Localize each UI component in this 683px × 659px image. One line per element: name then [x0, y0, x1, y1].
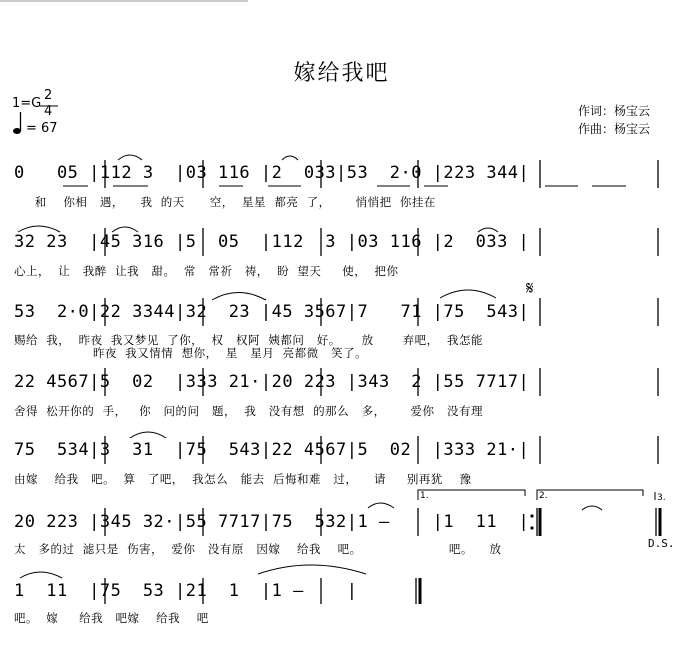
lyrics-row-6: 太 多的过 滤只是 伤害， 爱你 没有原 因嫁 给我 吧。 吧。 放 — [14, 542, 502, 556]
lyrics-row-7: 吧。 嫁 给我 吧嫁 给我 吧 — [14, 611, 209, 625]
lyrics-row-4: 舍得 松开你的 手， 你 问的问 题， 我 没有想 的那么 多， 爱你 没有理 — [14, 404, 483, 418]
lyrics-row-5: 由嫁 给我 吧。 算 了吧， 我怎么 能去 后悔和难 过， 请 别再犹 豫 — [14, 472, 472, 486]
lyricist-credit: 作词：杨宝云 — [578, 104, 651, 118]
song-title: 嫁给我吧 — [293, 61, 390, 86]
notation-row-3: 53 2·0|22 3344|32 23 |45 3567|7 71 |75 543| — [14, 302, 530, 322]
notation-row-5: 75 534|3 31 |75 543|22 4567|5 02 |333 21·| — [14, 440, 530, 460]
time-signature-top: 2 — [44, 88, 53, 103]
time-signature-bottom: 4 — [44, 104, 53, 119]
tempo-marking: = 67 — [26, 121, 58, 136]
segno-sign: 𝄋 — [526, 278, 534, 299]
lyrics-row-1: 和 你相 遇， 我 的天 空， 星星 都亮 了， 悄悄把 你挂在 — [14, 195, 436, 209]
notation-row-1: 0 05 |112 3 |03 116 |2 033|53 2·0 |223 344| — [14, 163, 530, 183]
dal-segno-marking: D.S. — [648, 537, 675, 550]
lyrics-row-3: 赐给 我， 昨夜 我又梦见 了你， 权 权阿 姨都问 好。 放 弃吧， 我怎能 — [14, 333, 483, 347]
volta-2: 2. — [539, 491, 548, 501]
lyrics-row-3-second-verse: 昨夜 我又情情 想你， 星 星月 亮都微 笑了。 — [14, 346, 368, 360]
lyrics-row-2: 心上， 让 我醉 让我 甜。 常 常祈 祷， 盼 望天 使， 把你 — [14, 264, 399, 278]
volta-3: 3. — [657, 493, 666, 503]
key-signature: 1=G — [12, 96, 42, 111]
composer-credit: 作曲：杨宝云 — [578, 122, 651, 136]
notation-row-2: 32 23 |45 316 |5 05 |112 3 |03 116 |2 033 | — [14, 232, 530, 252]
notation-row-7: 1 11 |75 53 |21 1 |1 – | — [14, 581, 358, 601]
notation-row-6: 20 223 |345 32·|55 7717|75 532|1 – |1 11 | — [14, 512, 530, 532]
notation-row-4: 22 4567|5 02 |333 21·|20 223 |343 2 |55 7717| — [14, 372, 530, 392]
volta-1: 1. — [420, 491, 429, 501]
